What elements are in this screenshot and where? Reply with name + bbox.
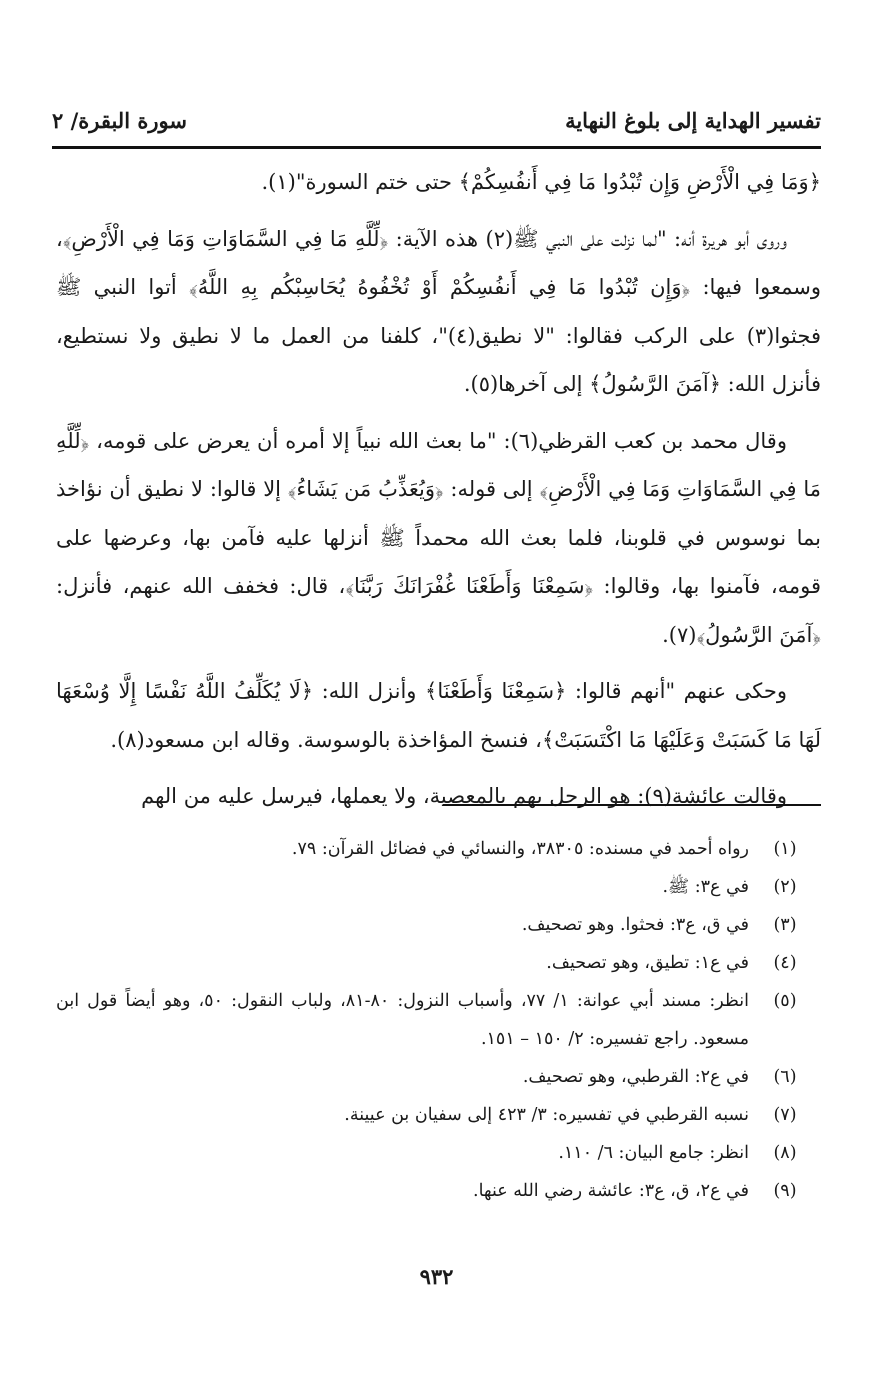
footnote xyxy=(56,906,821,944)
running-header xyxy=(52,100,821,140)
footnote-number: (٢) xyxy=(773,877,797,897)
footnote-number: (٩) xyxy=(773,1181,797,1201)
footnote xyxy=(56,868,821,906)
paragraph: ﴿وَمَا فِي الْأَرْضِ وَإِن تُبْدُوا مَا فِي أَنفُسِكُمْ﴾ حتى ختم السورة"(١). xyxy=(261,170,821,194)
body-text xyxy=(56,158,821,829)
footnote xyxy=(56,830,821,868)
footnote-text: نسبه القرطبي في تفسيره: ٣/ ٤٢٣ إلى سفيان بن عيينة. xyxy=(344,1105,749,1125)
footnote xyxy=(56,1096,821,1134)
paragraph: وقالت عائشة(٩): هو الرجل يهم بالمعصية، ولا يعملها، فيرسل عليه من الهم xyxy=(141,784,787,808)
footnote-text: انظر: مسند أبي عوانة: ١/ ٧٧، وأسباب النزول: ٨٠-٨١، ولباب النقول: ٥٠، وهو أيضاً قول ابن مسعود. راجع تفسيره: ٢/ ١٥٠ – ١٥١. xyxy=(56,991,749,1049)
footnote-number: (١) xyxy=(773,839,797,859)
footnote xyxy=(56,1134,821,1172)
footnote-text: في ع٢، ق، ع٣: عائشة رضي الله عنها. xyxy=(473,1181,749,1201)
footnote xyxy=(56,982,821,1058)
footnote-text: رواه أحمد في مسنده: ٣٨٣٠٥، والنسائي في فضائل القرآن: ٧٩. xyxy=(291,839,749,859)
footnote-text: في ع٣: ﷺ. xyxy=(662,877,749,897)
footnote-text: في ع٢: القرطبي، وهو تصحيف. xyxy=(522,1067,749,1087)
paragraph: وروى أبو هريرة أنه: "لما نزلت على النبي ﷺ(٢) هذه الآية: ﴿لِّلَّهِ مَا فِي السَّمَاوَاتِ وَمَا فِي الْأَرْضِ﴾، وسمعوا فيها: ﴿وَإِن تُبْدُوا مَا فِي أَنفُسِكُمْ أَوْ تُخْفُوهُ يُحَاسِبْكُم بِهِ اللَّهُ﴾ أتوا النبي ﷺ فجثوا(٣) على الركب فقالوا: "لا نطيق(٤)"، كلفنا من العمل ما لا نطيق ولا نستطيع، فأنزل الله: ﴿آمَنَ الرَّسُولُ﴾ إلى آخرها(٥). xyxy=(56,226,821,396)
footnote-text: انظر: جامع البيان: ٦/ ١١٠. xyxy=(558,1143,749,1163)
footnote-number: (٣) xyxy=(773,915,797,935)
page-number: ٩٣٢ xyxy=(419,1264,454,1289)
footnote-number: (٧) xyxy=(773,1105,797,1125)
header-rule xyxy=(52,146,821,149)
surah-label: سورة البقرة/ ٢ xyxy=(52,107,187,133)
paragraph: وحكى عنهم "أنهم قالوا: ﴿سَمِعْنَا وَأَطَعْنَا﴾ وأنزل الله: ﴿لَا يُكَلِّفُ اللَّهُ نَفْسًا إِلَّا وُسْعَهَا لَهَا مَا كَسَبَتْ وَعَلَيْهَا مَا اكْتَسَبَتْ﴾، فنسخ المؤاخذة بالوسوسة. وقاله ابن مسعود(٨). xyxy=(56,679,821,752)
footnote-text: في ق، ع٣: فحثوا. وهو تصحيف. xyxy=(521,915,749,935)
book-title: تفسير الهداية إلى بلوغ النهاية xyxy=(565,107,821,133)
footnote xyxy=(56,944,821,982)
footnotes xyxy=(56,830,821,1210)
footnote-text: في ع١: تطيق، وهو تصحيف. xyxy=(546,953,749,973)
paragraph: وقال محمد بن كعب القرظي(٦): "ما بعث الله نبياً إلا أمره أن يعرض على قومه، ﴿لِّلَّهِ مَا فِي السَّمَاوَاتِ وَمَا فِي الْأَرْضِ﴾ إلى قوله: ﴿وَيُعَذِّبُ مَن يَشَاءُ﴾ إلا قالوا: لا نطيق أن نؤاخذ بما نوسوس في قلوبنا، فلما بعث الله محمداً ﷺ أنزلها عليه فآمن بها، وعرضها على قومه، فآمنوا بها، وقالوا: ﴿سَمِعْنَا وَأَطَعْنَا غُفْرَانَكَ رَبَّنَا﴾، قال: فخفف الله عنهم، فأنزل: ﴿آمَنَ الرَّسُولُ﴾(٧). xyxy=(56,428,821,647)
footnote-number: (٨) xyxy=(773,1143,797,1163)
footnote xyxy=(56,1172,821,1210)
footnote-separator xyxy=(443,804,821,806)
footnote-number: (٤) xyxy=(773,953,797,973)
footnote-number: (٥) xyxy=(773,991,797,1011)
footnote xyxy=(56,1058,821,1096)
footnote-number: (٦) xyxy=(773,1067,797,1087)
